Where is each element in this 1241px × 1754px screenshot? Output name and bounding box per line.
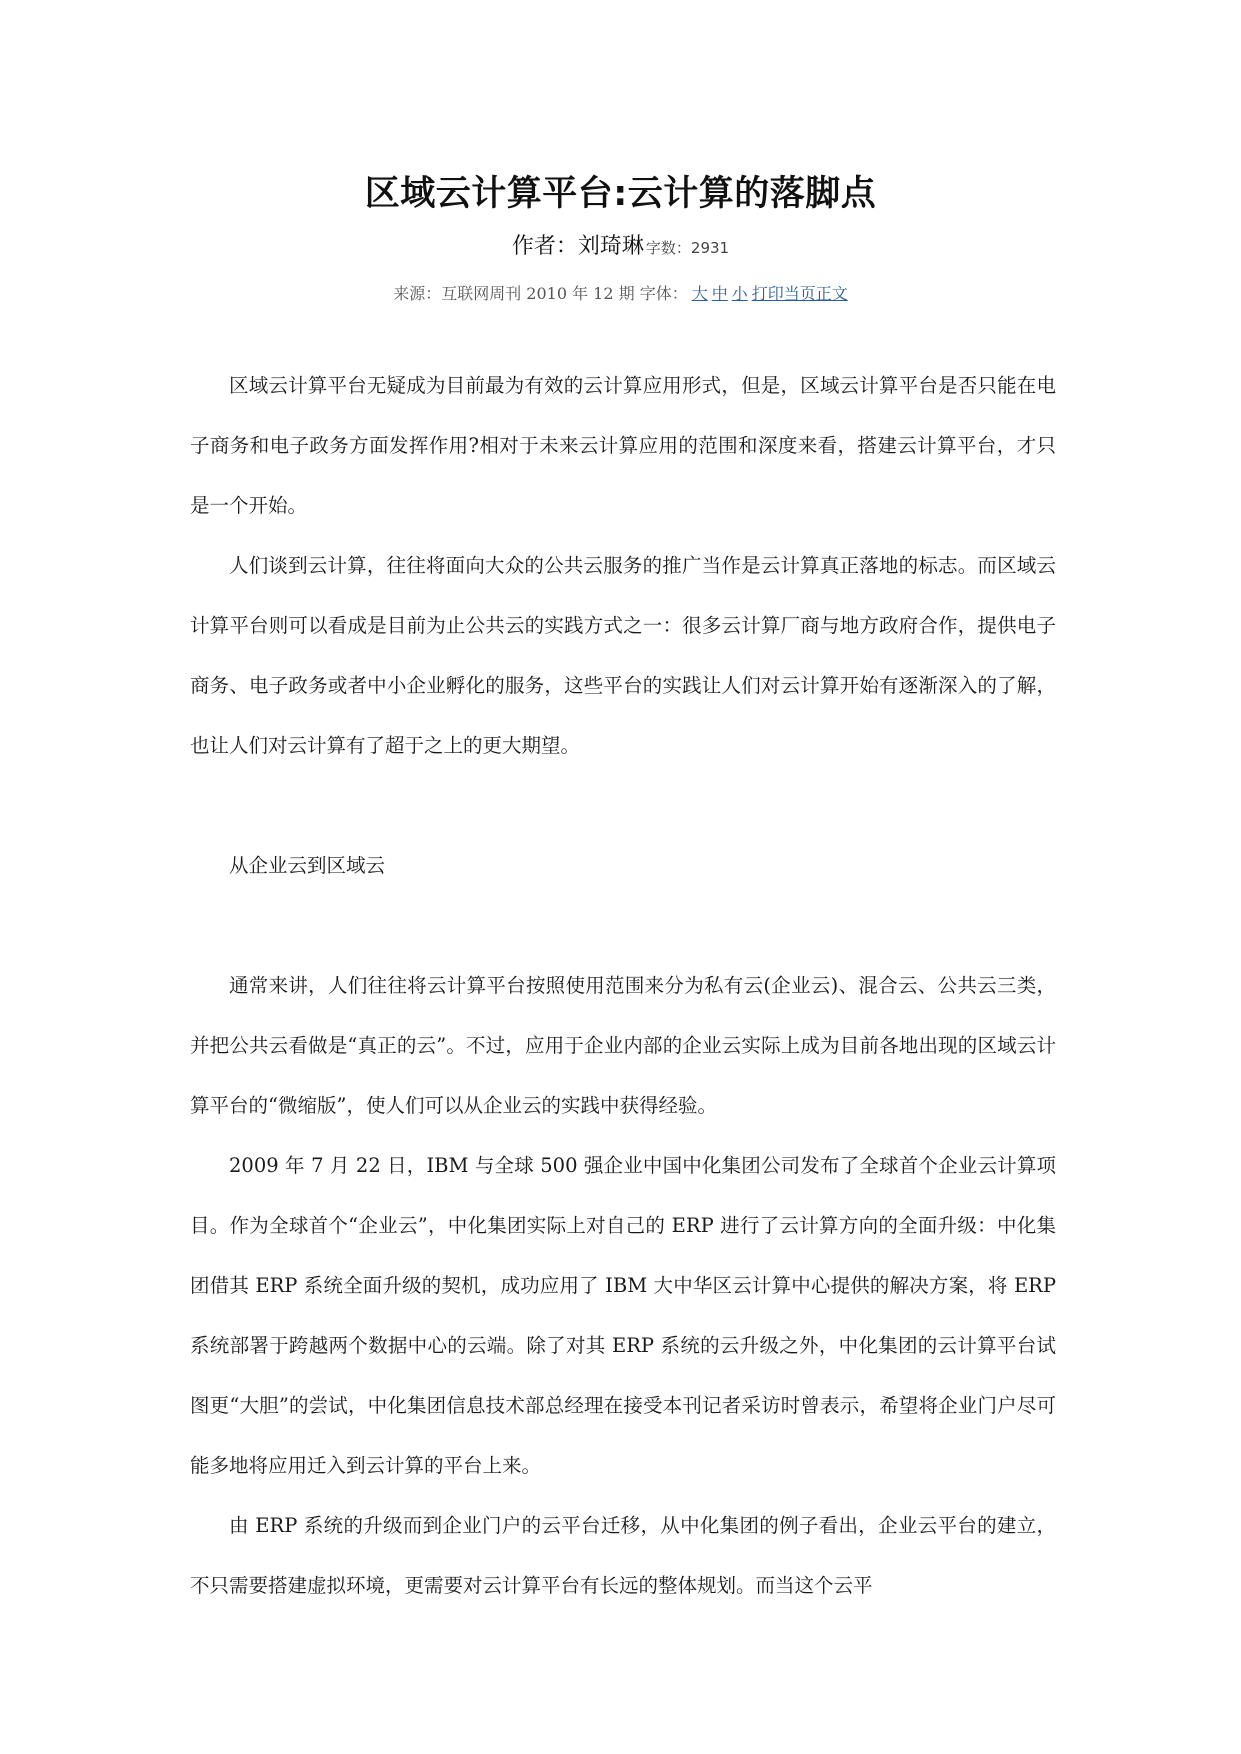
font-large-link[interactable]: 大 (691, 284, 708, 303)
paragraph: 2009 年 7 月 22 日，IBM 与全球 500 强企业中国中化集团公司发布了全球首个企业云计算项目。作为全球首个“企业云”，中化集团实际上对自己的 ERP 进行了云计算方向的全面升级：中化集团借其 ERP 系统全面升级的契机，成功应用了 IBM 大中华区云计算中心提供的解决方案，将 ERP 系统部署于跨越两个数据中心的云端。除了对其 ERP 系统的云升级之外，中化集团的云计算平台试图更“大胆”的尝试，中化集团信息技术部总经理在接受本刊记者采访时曾表示，希望将企业门户尽可能多地将应用迁入到云计算的平台上来。 (190, 1154, 1056, 1477)
font-small-link[interactable]: 小 (731, 284, 748, 303)
paragraph: 人们谈到云计算，往往将面向大众的公共云服务的推广当作是云计算真正落地的标志。而区域云计算平台则可以看成是目前为止公共云的实践方式之一：很多云计算厂商与地方政府合作，提供电子商务、电子政务或者中小企业孵化的服务，这些平台的实践让人们对云计算开始有逐渐深入的了解，也让人们对云计算有了超于之上的更大期望。 (190, 554, 1056, 757)
word-count: 字数：2931 (645, 239, 730, 257)
paragraph: 通常来讲，人们往往将云计算平台按照使用范围来分为私有云(企业云)、混合云、公共云三类，并把公共云看做是“真正的云”。不过，应用于企业内部的企业云实际上成为目前各地出现的区域云计算平台的“微缩版”，使人们可以从企业云的实践中获得经验。 (190, 974, 1056, 1117)
font-medium-link[interactable]: 中 (711, 284, 728, 303)
byline (0, 229, 1241, 260)
article-body (190, 356, 1056, 1616)
section-heading: 从企业云到区域云 (229, 854, 386, 877)
paragraph: 由 ERP 系统的升级而到企业门户的云平台迁移，从中化集团的例子看出，企业云平台的建立，不只需要搭建虚拟环境，更需要对云计算平台有长远的整体规划。而当这个云平 (190, 1514, 1056, 1597)
source-text: 来源：互联网周刊 2010 年 12 期 字体： (393, 284, 688, 303)
author: 作者：刘琦琳 (511, 234, 644, 259)
article-title: 区域云计算平台:云计算的落脚点 (364, 174, 877, 214)
paragraph: 区域云计算平台无疑成为目前最为有效的云计算应用形式，但是，区域云计算平台是否只能在电子商务和电子政务方面发挥作用?相对于未来云计算应用的范围和深度来看，搭建云计算平台，才只是一个开始。 (190, 374, 1056, 517)
source-line (0, 281, 1241, 304)
print-link[interactable]: 打印当页正文 (751, 284, 848, 303)
